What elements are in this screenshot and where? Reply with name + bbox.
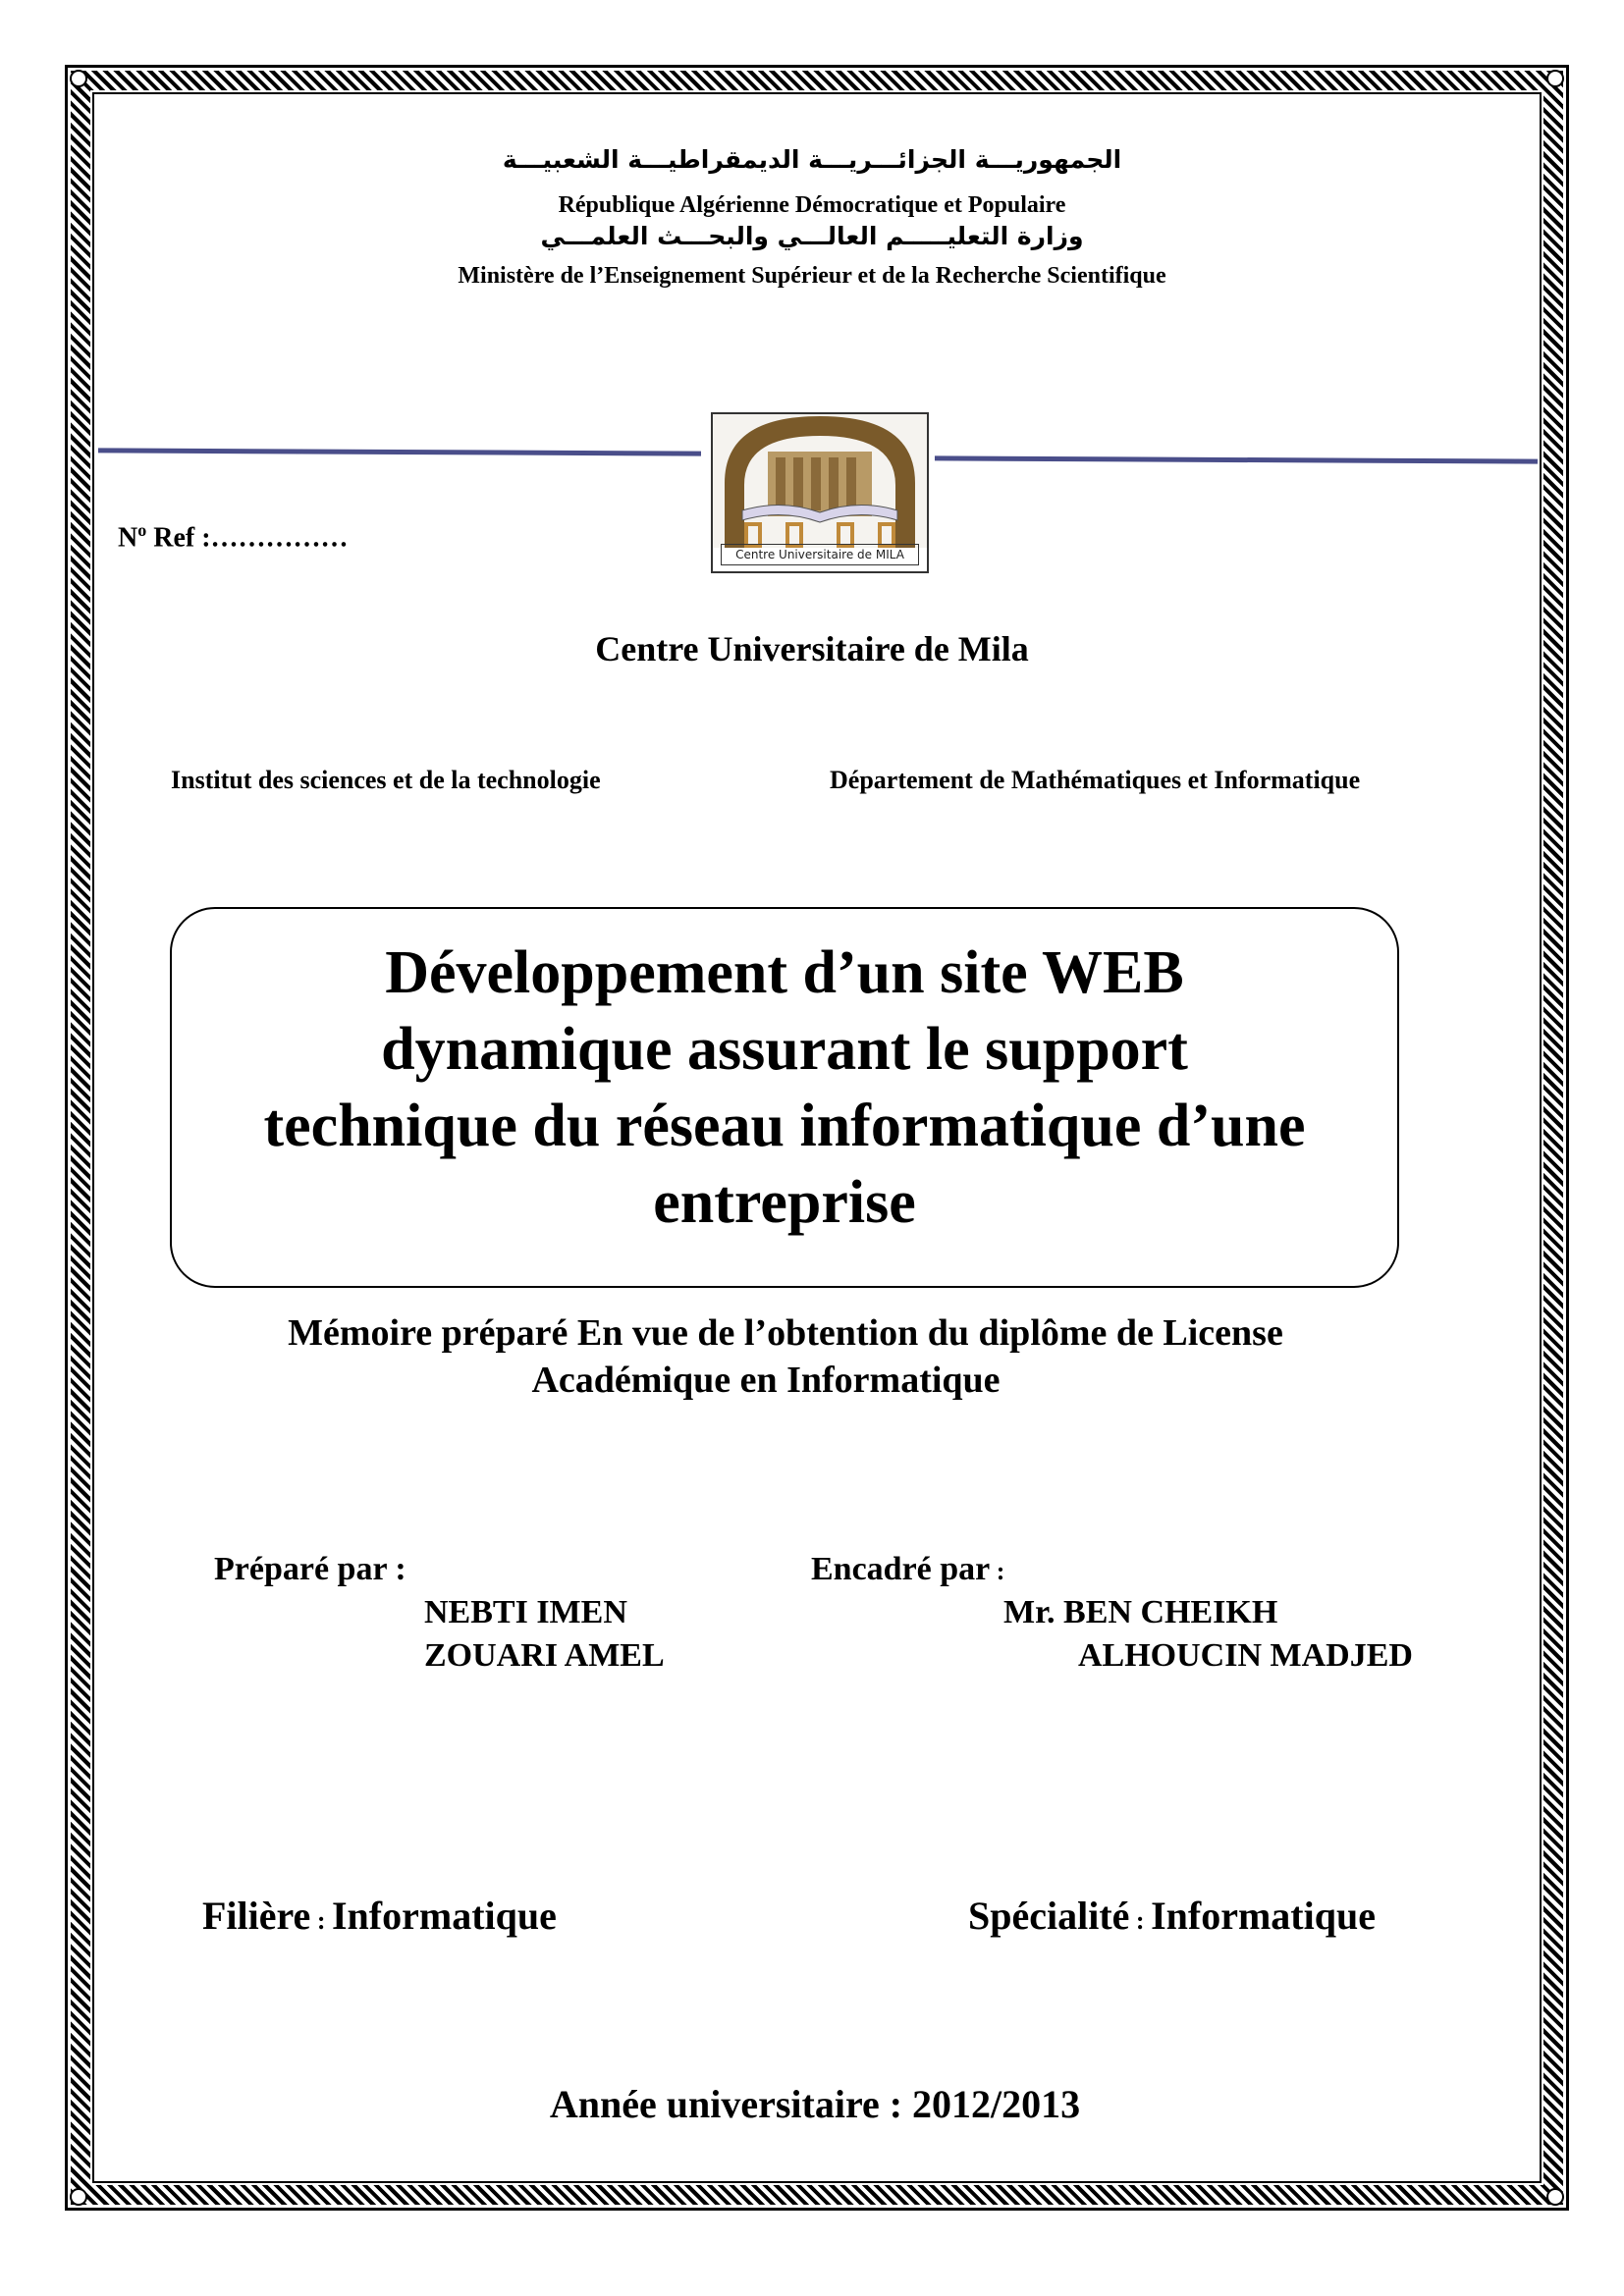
memoire-line: Académique en Informatique [531, 1360, 1001, 1401]
filiere-label: Filière [202, 1894, 311, 1938]
student-name-2: ZOUARI AMEL [424, 1637, 665, 1674]
header-french-ministry: Ministère de l’Enseignement Supérieur et de la Recherche Scientifique [458, 263, 1166, 289]
prepared-by-label: Préparé par : [214, 1551, 406, 1587]
header-arabic-ministry: وزارة التعليـــــم العالـــي والبحـــث العلمـــي [540, 222, 1084, 250]
supervisor-name-2: ALHOUCIN MADJED [1078, 1637, 1413, 1674]
filiere-value: Informatique [331, 1894, 557, 1938]
title-line: Développement d’un site WEB [385, 939, 1184, 1006]
specialite-label: Spécialité [968, 1894, 1130, 1938]
filiere [202, 1893, 557, 1939]
university-building-logo-image [713, 414, 927, 548]
university-logo [711, 412, 929, 573]
title-line: dynamique assurant le support [381, 1016, 1188, 1083]
reference-number [118, 520, 349, 554]
corner-ornament-top-left [70, 70, 87, 87]
student-name-1: NEBTI IMEN [424, 1594, 627, 1630]
supervised-by-label [811, 1551, 1004, 1588]
title-line: entreprise [653, 1169, 916, 1236]
memoire-description [0, 1309, 1571, 1404]
institution-name: Centre Universitaire de Mila [595, 629, 1029, 668]
header-arabic-republic: الجمهوريـــة الجزائـــريـــة الديمقراطيـــة الشعبيـــة [502, 145, 1122, 174]
corner-ornament-bottom-right [1546, 2188, 1564, 2206]
corner-ornament-bottom-left [70, 2188, 87, 2206]
thesis-title [170, 934, 1399, 1241]
header-french-republic: République Algérienne Démocratique et Populaire [558, 192, 1066, 218]
ref-label: N [118, 522, 138, 554]
academic-year: Année universitaire : 2012/2013 [549, 2082, 1081, 2126]
title-line: technique du réseau informatique d’une [263, 1093, 1306, 1159]
department-name: Département de Mathématiques et Informatique [830, 766, 1361, 794]
ref-sup: o [137, 520, 147, 540]
supervisor-name-1: Mr. BEN CHEIKH [1003, 1594, 1278, 1630]
logo-caption: Centre Universitaire de MILA [721, 544, 919, 565]
supervised-colon: : [990, 1557, 1005, 1585]
ref-text: Ref :…………… [146, 522, 349, 554]
institut-name: Institut des sciences et de la technologie [171, 766, 601, 794]
filiere-colon: : [310, 1906, 332, 1935]
specialite [968, 1893, 1376, 1939]
corner-ornament-top-right [1546, 70, 1564, 87]
specialite-colon: : [1129, 1906, 1152, 1935]
memoire-line: Mémoire préparé En vue de l’obtention du diplôme de License [288, 1312, 1283, 1354]
supervised-label-text: Encadré par [811, 1551, 991, 1587]
specialite-value: Informatique [1151, 1894, 1376, 1938]
